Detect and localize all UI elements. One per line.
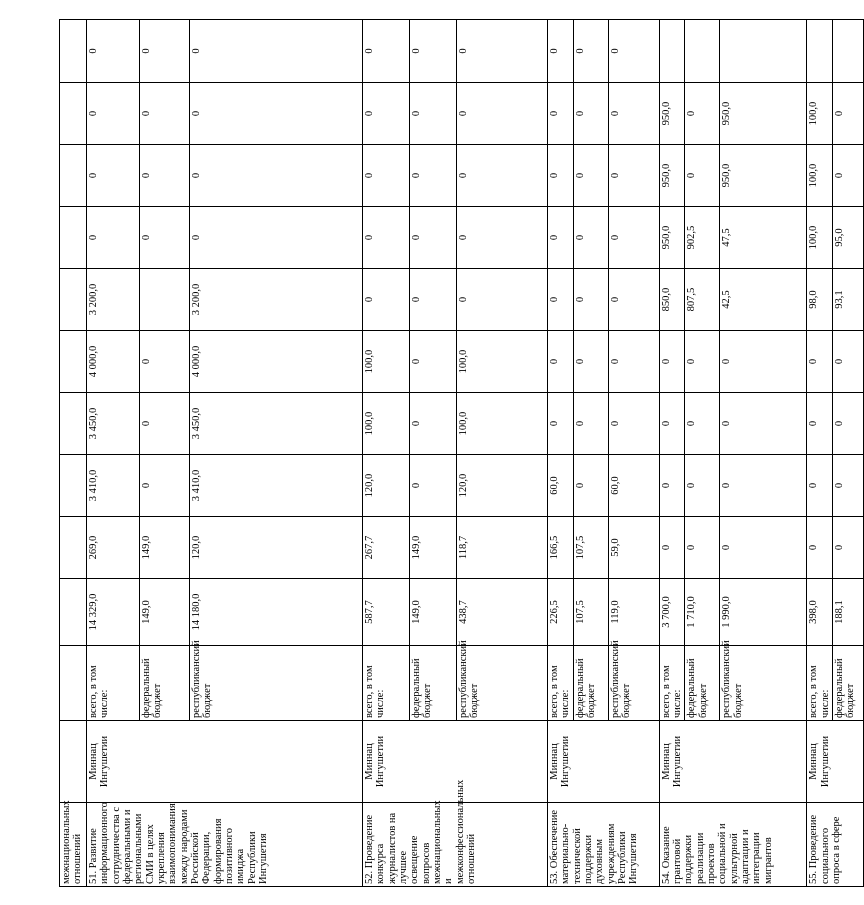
amount-cell: 118,7 xyxy=(457,517,548,579)
funding-source-cell: федеральный бюджет xyxy=(685,646,720,721)
amount-cell: 149,0 xyxy=(140,517,190,579)
amount-cell: 0 xyxy=(659,517,685,579)
amount-cell: 100,0 xyxy=(807,83,833,145)
amount-cell xyxy=(140,269,190,331)
amount-cell: 0 xyxy=(363,269,410,331)
amount-cell: 4 000,0 xyxy=(87,331,140,393)
funding-source-cell: всего, в том числе: xyxy=(363,646,410,721)
amount-cell: 0 xyxy=(190,207,363,269)
amount-cell: 0 xyxy=(410,269,457,331)
empty-cell xyxy=(60,579,87,646)
amount-cell: 0 xyxy=(608,20,659,83)
amount-cell: 0 xyxy=(685,83,720,145)
funding-source-cell: республиканский бюджет xyxy=(457,646,548,721)
amount-cell: 950,0 xyxy=(720,145,807,207)
executor-cell: Миннац Ингушетии xyxy=(659,721,807,803)
amount-cell: 0 xyxy=(457,207,548,269)
amount-cell: 902,5 xyxy=(685,207,720,269)
amount-cell: 0 xyxy=(685,331,720,393)
amount-cell: 807,5 xyxy=(685,269,720,331)
table-row xyxy=(807,20,833,887)
amount-cell: 0 xyxy=(140,331,190,393)
amount-cell: 950,0 xyxy=(659,83,685,145)
amount-cell: 47,5 xyxy=(720,207,807,269)
executor-cell: Миннац Ингушетии xyxy=(363,721,548,803)
amount-cell: 100,0 xyxy=(457,393,548,455)
amount-cell: 0 xyxy=(87,207,140,269)
amount-cell: 0 xyxy=(608,207,659,269)
amount-cell: 0 xyxy=(573,20,608,83)
funding-source-cell: федеральный бюджет xyxy=(410,646,457,721)
amount-cell: 0 xyxy=(140,207,190,269)
activity-cell: 54. Оказание грантовой поддержки реализации проектов социальной и культурной адаптации и интеграции мигрантов xyxy=(659,803,807,887)
amount-cell: 0 xyxy=(363,145,410,207)
activity-cell: 55. Проведение социального опроса в сфере xyxy=(807,803,864,887)
amount-cell: 188,1 xyxy=(832,579,863,646)
amount-cell: 398,0 xyxy=(807,579,833,646)
amount-cell: 0 xyxy=(457,83,548,145)
amount-cell: 3 410,0 xyxy=(190,455,363,517)
empty-cell xyxy=(60,646,87,721)
amount-cell: 0 xyxy=(363,207,410,269)
amount-cell: 0 xyxy=(140,455,190,517)
amount-cell: 0 xyxy=(573,331,608,393)
amount-cell: 107,5 xyxy=(573,517,608,579)
amount-cell: 59,0 xyxy=(608,517,659,579)
amount-cell: 120,0 xyxy=(363,455,410,517)
amount-cell: 120,0 xyxy=(190,517,363,579)
funding-source-cell: всего, в том числе: xyxy=(807,646,833,721)
amount-cell: 0 xyxy=(720,331,807,393)
empty-cell xyxy=(60,721,87,803)
amount-cell: 100,0 xyxy=(363,393,410,455)
amount-cell: 0 xyxy=(720,455,807,517)
empty-cell xyxy=(60,207,87,269)
executor-cell: Миннац Ингушетии xyxy=(807,721,864,803)
amount-cell xyxy=(720,20,807,83)
amount-cell: 107,5 xyxy=(573,579,608,646)
funding-source-cell: республиканский бюджет xyxy=(608,646,659,721)
amount-cell: 3 450,0 xyxy=(87,393,140,455)
amount-cell: 0 xyxy=(548,207,574,269)
amount-cell: 0 xyxy=(685,455,720,517)
amount-cell: 60,0 xyxy=(548,455,574,517)
amount-cell: 0 xyxy=(832,331,863,393)
amount-cell: 0 xyxy=(608,83,659,145)
amount-cell: 0 xyxy=(573,83,608,145)
amount-cell: 93,1 xyxy=(832,269,863,331)
amount-cell: 3 410,0 xyxy=(87,455,140,517)
amount-cell xyxy=(832,20,863,83)
amount-cell xyxy=(685,20,720,83)
amount-cell: 100,0 xyxy=(457,331,548,393)
amount-cell: 0 xyxy=(573,145,608,207)
amount-cell: 0 xyxy=(685,393,720,455)
amount-cell: 100,0 xyxy=(807,145,833,207)
amount-cell: 0 xyxy=(807,455,833,517)
amount-cell: 119,0 xyxy=(608,579,659,646)
activity-cell: 51. Развитие информационного сотрудничества с федеральными и региональными СМИ в целях укрепления взаимопонимания между народами Российской Федерации, формирования позитивного имиджа Республики Ингушетия xyxy=(87,803,363,887)
amount-cell: 950,0 xyxy=(659,145,685,207)
amount-cell: 850,0 xyxy=(659,269,685,331)
amount-cell: 98,0 xyxy=(807,269,833,331)
amount-cell: 0 xyxy=(832,83,863,145)
empty-cell xyxy=(60,269,87,331)
amount-cell: 0 xyxy=(548,83,574,145)
amount-cell: 95,0 xyxy=(832,207,863,269)
amount-cell: 3 450,0 xyxy=(190,393,363,455)
amount-cell: 3 200,0 xyxy=(190,269,363,331)
activity-cell: 53. Обеспечение материально-технической поддержки духовным учреждениям Республики Ингушетия xyxy=(548,803,660,887)
amount-cell: 0 xyxy=(190,83,363,145)
amount-cell: 149,0 xyxy=(410,517,457,579)
amount-cell: 0 xyxy=(832,455,863,517)
amount-cell: 269,0 xyxy=(87,517,140,579)
empty-cell xyxy=(60,393,87,455)
empty-cell xyxy=(60,145,87,207)
amount-cell: 226,5 xyxy=(548,579,574,646)
funding-source-cell: всего, в том числе: xyxy=(659,646,685,721)
amount-cell: 3 700,0 xyxy=(659,579,685,646)
table-row xyxy=(659,20,685,887)
amount-cell: 1 990,0 xyxy=(720,579,807,646)
funding-source-cell: республиканский бюджет xyxy=(720,646,807,721)
amount-cell: 0 xyxy=(410,83,457,145)
amount-cell: 0 xyxy=(363,83,410,145)
table-row xyxy=(60,20,87,887)
empty-cell xyxy=(60,517,87,579)
amount-cell: 0 xyxy=(720,517,807,579)
amount-cell: 0 xyxy=(573,393,608,455)
amount-cell: 0 xyxy=(608,145,659,207)
amount-cell: 3 200,0 xyxy=(87,269,140,331)
funding-source-cell: всего, в том числе: xyxy=(87,646,140,721)
activity-cell: 52. Проведение конкурса журналистов на лучшее освещение вопросов межнациональных и межконфессиональных отношений xyxy=(363,803,548,887)
amount-cell: 587,7 xyxy=(363,579,410,646)
amount-cell: 0 xyxy=(410,331,457,393)
amount-cell: 0 xyxy=(720,393,807,455)
amount-cell: 0 xyxy=(140,83,190,145)
amount-cell: 0 xyxy=(807,517,833,579)
amount-cell: 438,7 xyxy=(457,579,548,646)
amount-cell: 0 xyxy=(807,393,833,455)
amount-cell: 0 xyxy=(548,145,574,207)
table-row xyxy=(87,20,140,887)
amount-cell: 4 000,0 xyxy=(190,331,363,393)
amount-cell: 0 xyxy=(685,517,720,579)
amount-cell: 0 xyxy=(573,269,608,331)
amount-cell: 0 xyxy=(807,331,833,393)
amount-cell: 0 xyxy=(457,20,548,83)
amount-cell: 0 xyxy=(410,455,457,517)
funding-source-cell: всего, в том числе: xyxy=(548,646,574,721)
amount-cell: 100,0 xyxy=(363,331,410,393)
amount-cell: 0 xyxy=(190,20,363,83)
amount-cell xyxy=(659,20,685,83)
amount-cell: 0 xyxy=(659,455,685,517)
amount-cell: 267,7 xyxy=(363,517,410,579)
amount-cell: 0 xyxy=(548,331,574,393)
amount-cell: 0 xyxy=(363,20,410,83)
amount-cell: 0 xyxy=(410,145,457,207)
amount-cell: 0 xyxy=(87,83,140,145)
empty-cell xyxy=(60,83,87,145)
amount-cell: 0 xyxy=(573,207,608,269)
amount-cell: 166,5 xyxy=(548,517,574,579)
amount-cell: 0 xyxy=(410,20,457,83)
amount-cell: 0 xyxy=(140,145,190,207)
amount-cell: 950,0 xyxy=(720,83,807,145)
amount-cell: 149,0 xyxy=(410,579,457,646)
amount-cell: 14 329,0 xyxy=(87,579,140,646)
amount-cell: 0 xyxy=(659,331,685,393)
funding-table xyxy=(59,19,864,887)
amount-cell: 60,0 xyxy=(608,455,659,517)
amount-cell: 0 xyxy=(87,20,140,83)
amount-cell: 0 xyxy=(190,145,363,207)
funding-source-cell: федеральный бюджет xyxy=(832,646,863,721)
table-row xyxy=(548,20,574,887)
table-row xyxy=(363,20,410,887)
amount-cell: 149,0 xyxy=(140,579,190,646)
amount-cell: 0 xyxy=(457,269,548,331)
amount-cell: 14 180,0 xyxy=(190,579,363,646)
amount-cell: 1 710,0 xyxy=(685,579,720,646)
amount-cell: 0 xyxy=(140,20,190,83)
executor-cell: Миннац Ингушетии xyxy=(548,721,660,803)
amount-cell: 0 xyxy=(832,393,863,455)
empty-cell xyxy=(60,20,87,83)
amount-cell: 0 xyxy=(87,145,140,207)
amount-cell: 0 xyxy=(548,393,574,455)
amount-cell: 0 xyxy=(685,145,720,207)
amount-cell: 0 xyxy=(548,20,574,83)
empty-cell xyxy=(60,455,87,517)
amount-cell: 100,0 xyxy=(807,207,833,269)
funding-source-cell: федеральный бюджет xyxy=(573,646,608,721)
amount-cell: 42,5 xyxy=(720,269,807,331)
amount-cell: 0 xyxy=(410,207,457,269)
funding-source-cell: республиканский бюджет xyxy=(190,646,363,721)
activity-cell: межнациональных отношений xyxy=(60,803,87,887)
amount-cell: 0 xyxy=(608,331,659,393)
amount-cell: 0 xyxy=(832,517,863,579)
amount-cell: 0 xyxy=(573,455,608,517)
empty-cell xyxy=(60,331,87,393)
amount-cell: 0 xyxy=(659,393,685,455)
amount-cell: 0 xyxy=(457,145,548,207)
amount-cell xyxy=(807,20,833,83)
amount-cell: 0 xyxy=(548,269,574,331)
executor-cell: Миннац Ингушетии xyxy=(87,721,363,803)
amount-cell: 0 xyxy=(410,393,457,455)
amount-cell: 950,0 xyxy=(659,207,685,269)
amount-cell: 120,0 xyxy=(457,455,548,517)
amount-cell: 0 xyxy=(140,393,190,455)
amount-cell: 0 xyxy=(608,393,659,455)
amount-cell: 0 xyxy=(832,145,863,207)
funding-source-cell: федеральный бюджет xyxy=(140,646,190,721)
amount-cell: 0 xyxy=(608,269,659,331)
